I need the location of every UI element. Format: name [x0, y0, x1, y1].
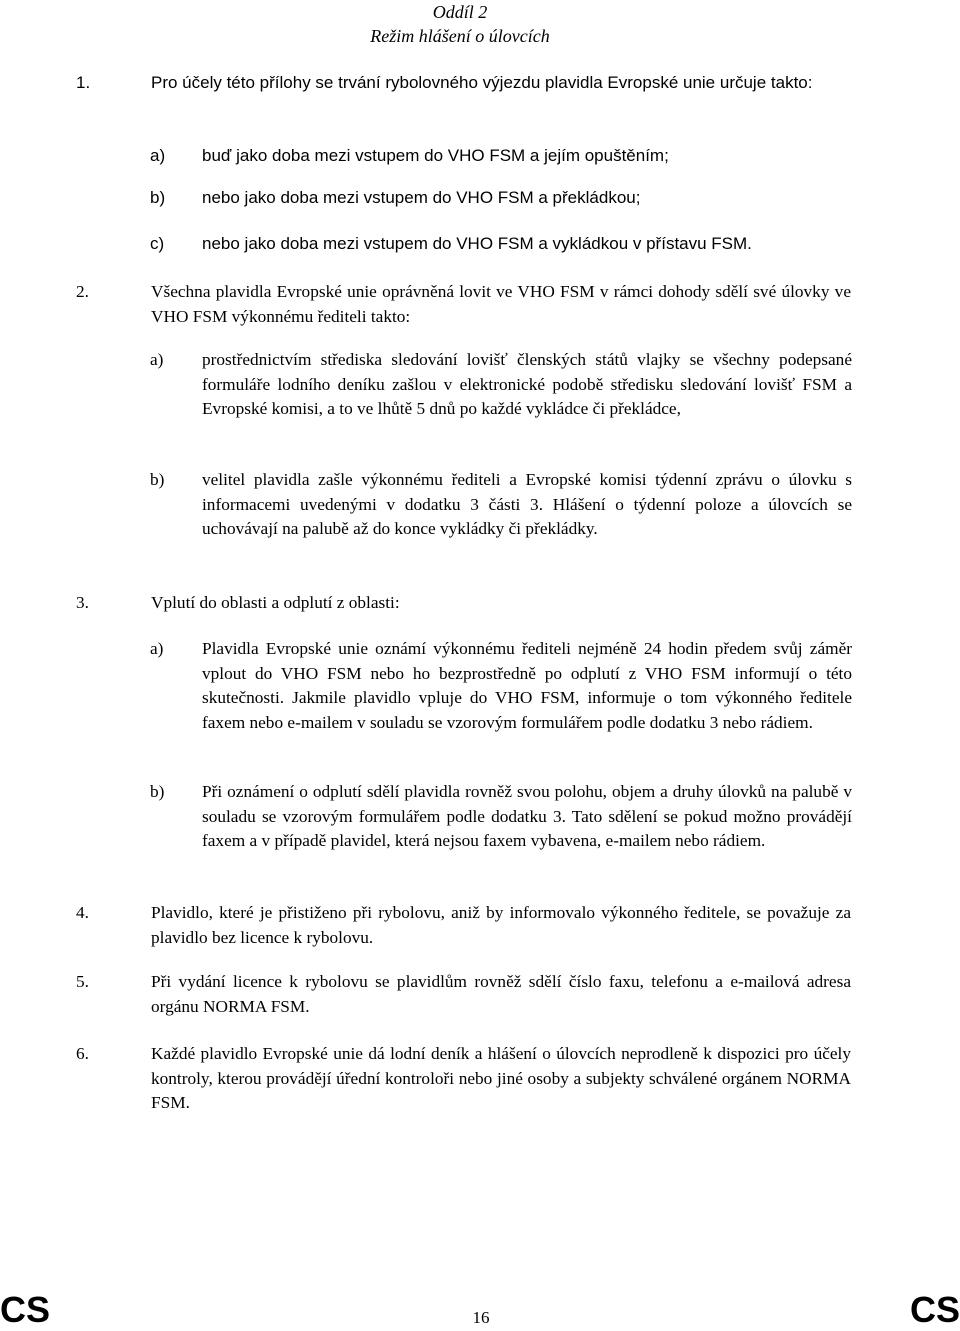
sub-item-text: buď jako doba mezi vstupem do VHO FSM a jejím opuštěním; [202, 146, 669, 165]
item-text: Plavidlo, které je přistiženo při rybolovu, aniž by informovalo výkonného ředitele, se považuje za plavidlo bez licence k rybolovu. [151, 903, 851, 947]
sub-item-label: a) [150, 639, 164, 658]
item-number: 5. [76, 972, 89, 991]
sub-item-text: nebo jako doba mezi vstupem do VHO FSM a vykládkou v přístavu FSM. [202, 234, 752, 253]
item-number: 2. [76, 282, 89, 301]
sub-item-text: Při oznámení o odplutí sdělí plavidla rovněž svou polohu, objem a druhy úlovků na palubě v souladu se vzorovým formulářem podle dodatku 3. Tato sdělení se pokud možno provádějí faxem a v případě plavidel, která nejsou faxem vybavena, e-mailem nebo rádiem. [202, 782, 852, 850]
sub-item-label: a) [150, 146, 166, 165]
section-subtitle: Režim hlášení o úlovcích [370, 26, 550, 46]
page-number: 16 [472, 1308, 490, 1327]
sub-item-label: a) [150, 350, 164, 369]
item-text: Všechna plavidla Evropské unie oprávněná lovit ve VHO FSM v rámci dohody sdělí své úlovky ve VHO FSM výkonnému řediteli takto: [151, 282, 851, 326]
sub-item-text: nebo jako doba mezi vstupem do VHO FSM a překládkou; [202, 188, 641, 207]
item-text: Vplutí do oblasti a odplutí z oblasti: [151, 593, 400, 612]
footer-language-left: CS [0, 1289, 51, 1330]
sub-item-text: Plavidla Evropské unie oznámí výkonnému řediteli nejméně 24 hodin předem svůj záměr vplout do VHO FSM nebo ho bezprostředně po odplutí z VHO FSM informují o této skutečnosti. Jakmile plavidlo vpluje do VHO FSM, informuje o tom výkonného ředitele faxem nebo e-mailem v souladu se vzorovým formulářem podle dodatku 3 nebo rádiem. [202, 639, 852, 732]
sub-item-text: velitel plavidla zašle výkonnému řediteli a Evropské komisi týdenní zprávu o úlovku s informacemi uvedenými v dodatku 3 části 3. Hlášení o týdenní poloze a úlovcích se uchovávají na palubě až do konce vykládky či překládky. [202, 470, 852, 538]
item-text: Při vydání licence k rybolovu se plavidlům rovněž sdělí číslo faxu, telefonu a e-mailová adresa orgánu NORMA FSM. [151, 972, 851, 1016]
sub-item-label: c) [150, 234, 165, 253]
item-text: Každé plavidlo Evropské unie dá lodní deník a hlášení o úlovcích neprodleně k dispozici pro účely kontroly, kterou provádějí úřední kontroloři nebo jiné osoby a subjekty schválené orgánem NORMA FSM. [151, 1044, 851, 1112]
sub-item-text: prostřednictvím střediska sledování lovišť členských států vlajky se všechny podepsané formuláře lodního deníku zašlou v elektronické podobě středisku sledování lovišť FSM a Evropské komisi, a to ve lhůtě 5 dnů po každé vykládce či překládce, [202, 350, 852, 418]
sub-item-label: b) [150, 470, 165, 489]
sub-item-label: b) [150, 188, 166, 207]
item-number: 4. [76, 903, 89, 922]
section-heading: Oddíl 2 [432, 2, 488, 22]
sub-item-label: b) [150, 782, 165, 801]
footer-language-right: CS [909, 1289, 960, 1330]
item-text: Pro účely této přílohy se trvání rybolovného výjezdu plavidla Evropské unie určuje takto: [151, 73, 813, 92]
item-number: 6. [76, 1044, 89, 1063]
item-number: 3. [76, 593, 89, 612]
item-number: 1. [76, 73, 91, 92]
